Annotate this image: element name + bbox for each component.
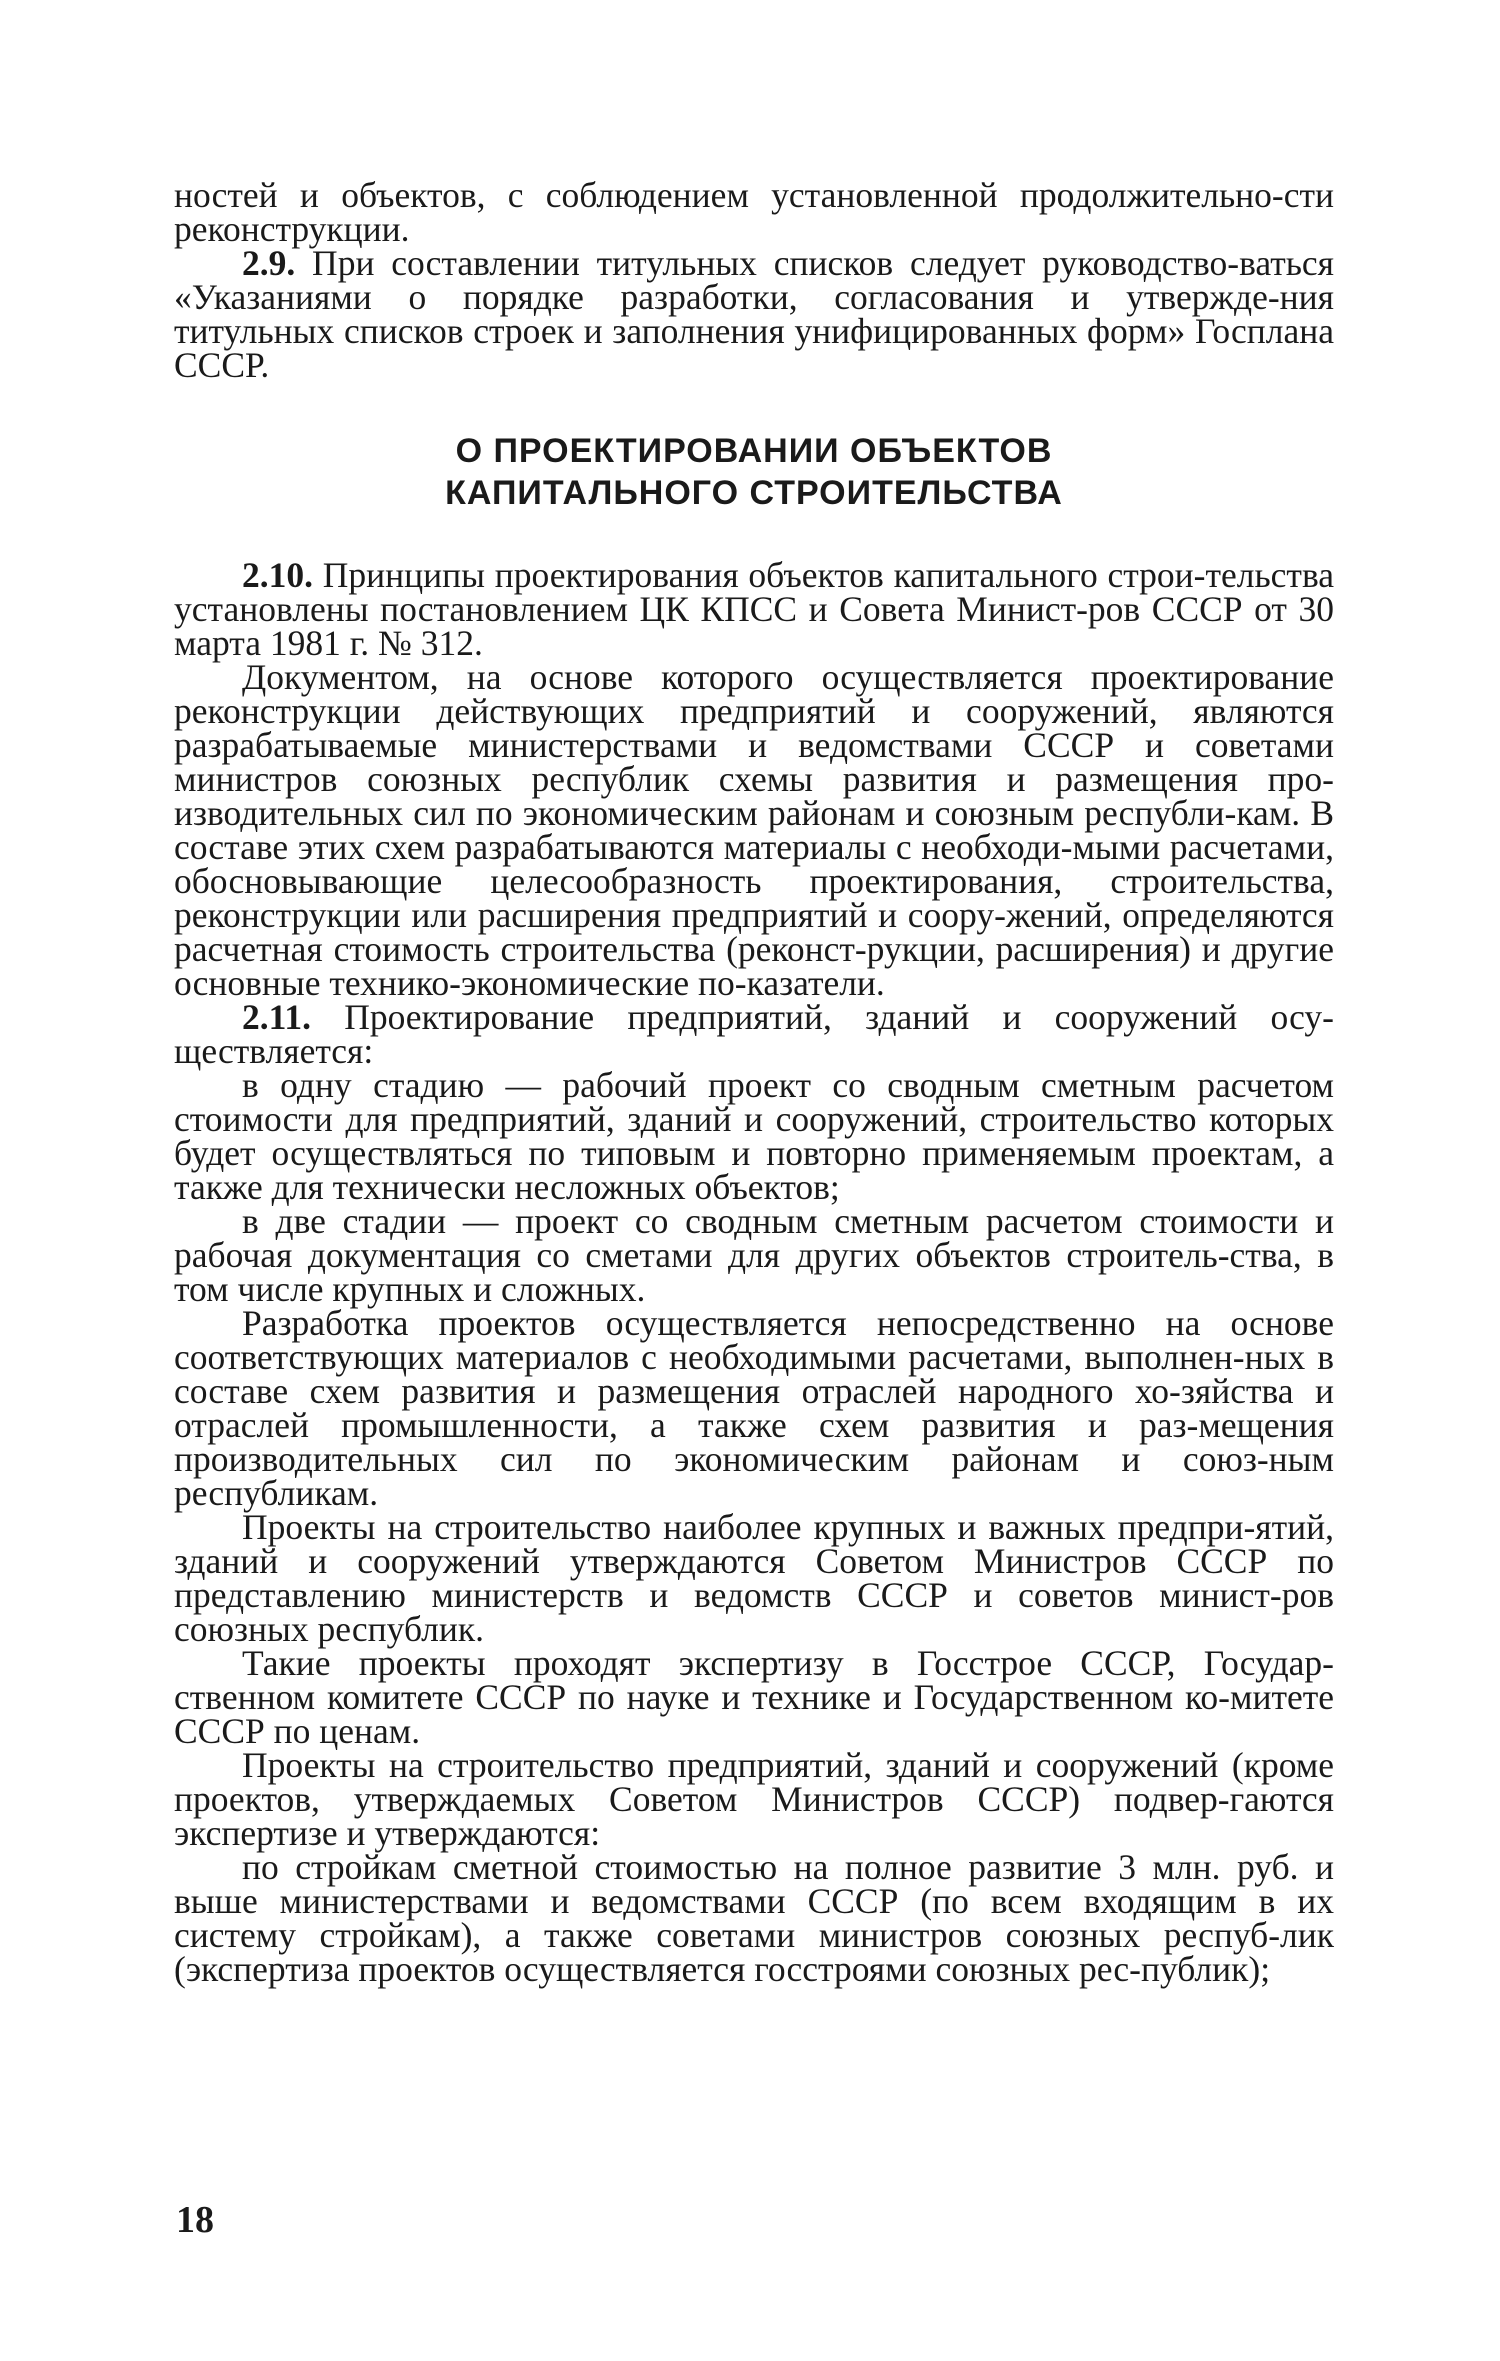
- paragraph: Разработка проектов осуществляется непосредственно на основе соответствующих материалов с необходимыми расчетами, выполнен-ных в составе схем развития и размещения отраслей народного хо-зяйства и отраслей промышленности, а также схем развития и раз-мещения производительных сил по экономическим районам и союз-ным республикам.: [174, 1303, 1334, 1513]
- clause-text: Принципы проектирования объектов капитального строи-тельства установлены постановлением ЦК КПСС и Совета Минист-ров СССР от 30 марта 1981 г. № 312.: [174, 555, 1334, 663]
- clause-number: 2.10.: [242, 555, 313, 595]
- section-heading-line-1: О ПРОЕКТИРОВАНИИ ОБЪЕКТОВ: [455, 432, 1053, 470]
- paragraph: в одну стадию — рабочий проект со сводным сметным расчетом стоимости для предприятий, зданий и сооружений, строительство которых будет осуществляться по типовым и повторно применяемым проектам, а также для технически несложных объектов;: [174, 1065, 1334, 1207]
- paragraph-2-10: [174, 555, 1334, 663]
- section-heading-line-2: КАПИТАЛЬНОГО СТРОИТЕЛЬСТВА: [445, 474, 1063, 512]
- section-heading: [174, 430, 1334, 514]
- paragraph-2-11: [174, 997, 1334, 1071]
- clause-text: Проектирование предприятий, зданий и сооружений осу-ществляется:: [174, 997, 1334, 1071]
- paragraph: Проекты на строительство предприятий, зданий и сооружений (кроме проектов, утверждаемых Советом Министров СССР) подвер-гаются экспертизе и утверждаются:: [174, 1745, 1334, 1853]
- paragraph: Документом, на основе которого осуществляется проектирование реконструкции действующих предприятий и сооружений, являются разрабатываемые министерствами и ведомствами СССР и советами министров союзных республик схемы развития и размещения про-изводительных сил по экономическим районам и союзным республи-кам. В составе этих схем разрабатываются материалы с необходи-мыми расчетами, обосновывающие целесообразность проектирования, строительства, реконструкции или расширения предприятий и соору-жений, определяются расчетная стоимость строительства (реконст-рукции, расширения) и другие основные технико-экономические по-казатели.: [174, 657, 1334, 1003]
- clause-text: При составлении титульных списков следует руководство-ваться «Указаниями о порядке разработки, согласования и утвержде-ния титульных списков строек и заполнения унифицированных форм» Госплана СССР.: [174, 243, 1334, 385]
- clause-number: 2.11.: [242, 997, 312, 1037]
- page-number: 18: [176, 2199, 214, 2241]
- paragraph: Такие проекты проходят экспертизу в Госстрое СССР, Государ-ственном комитете СССР по науке и технике и Государственном ко-митете СССР по ценам.: [174, 1643, 1334, 1751]
- paragraph: в две стадии — проект со сводным сметным расчетом стоимости и рабочая документация со сметами для других объектов строитель-ства, в том числе крупных и сложных.: [174, 1201, 1334, 1309]
- document-page: [174, 175, 1334, 1989]
- paragraph: по стройкам сметной стоимостью на полное развитие 3 млн. руб. и выше министерствами и ведомствами СССР (по всем входящим в их систему стройкам), а также советами министров союзных респуб-лик (экспертиза проектов осуществляется госстроями союзных рес-публик);: [174, 1847, 1334, 1989]
- clause-number: 2.9.: [242, 243, 296, 283]
- paragraph-2-9: [174, 243, 1334, 385]
- paragraph: Проекты на строительство наиболее крупных и важных предпри-ятий, зданий и сооружений утверждаются Советом Министров СССР по представлению министерств и ведомств СССР и советов минист-ров союзных республик.: [174, 1507, 1334, 1649]
- paragraph-continuation: ностей и объектов, с соблюдением установленной продолжительно-сти реконструкции.: [174, 175, 1334, 249]
